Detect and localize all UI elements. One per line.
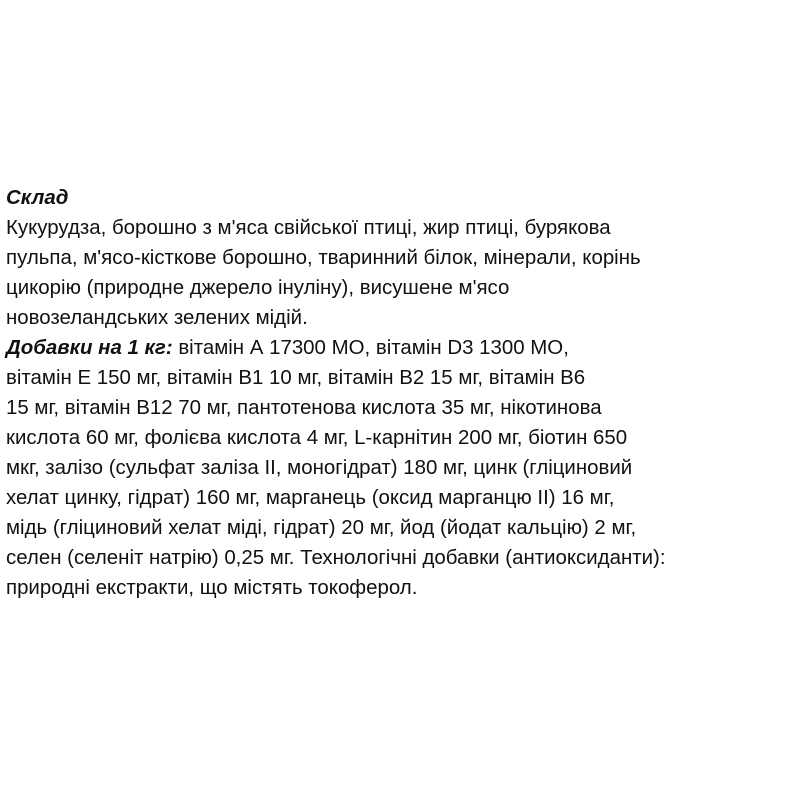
ingredients-document	[6, 183, 796, 603]
composition-line: Кукурудза, борошно з м'яса свійської птиці, жир птиці, бурякова	[6, 216, 611, 239]
additives-line: мідь (гліциновий хелат міді, гідрат) 20 мг, йод (йодат кальцію) 2 мг,	[6, 516, 637, 539]
additives-line: вітамін Е 150 мг, вітамін В1 10 мг, вітамін В2 15 мг, вітамін В6	[6, 366, 586, 389]
additives-line: мкг, залізо (сульфат заліза II, моногідрат) 180 мг, цинк (гліциновий	[6, 456, 633, 479]
additives-line: кислота 60 мг, фолієва кислота 4 мг, L-карнітин 200 мг, біотин 650	[6, 426, 628, 449]
additives-line: хелат цинку, гідрат) 160 мг, марганець (оксид марганцю II) 16 мг,	[6, 486, 615, 509]
additives-first-line	[6, 333, 796, 363]
composition-line: новозеландських зелених мідій.	[6, 306, 308, 329]
additives-first-line-text: вітамін А 17300 МО, вітамін D3 1300 МО,	[172, 336, 569, 359]
additives-line: селен (селеніт натрію) 0,25 мг. Технологічні добавки (антиоксиданти):	[6, 546, 666, 569]
composition-line: цикорію (природне джерело інуліну), висушене м'ясо	[6, 276, 510, 299]
additives-label: Добавки на 1 кг:	[6, 336, 173, 359]
composition-heading: Склад	[6, 186, 69, 209]
additives-line: природні екстракти, що містять токоферол.	[6, 576, 418, 599]
additives-line: 15 мг, вітамін В12 70 мг, пантотенова кислота 35 мг, нікотинова	[6, 396, 602, 419]
composition-line: пульпа, м'ясо-кісткове борошно, тваринний білок, мінерали, корінь	[6, 246, 641, 269]
